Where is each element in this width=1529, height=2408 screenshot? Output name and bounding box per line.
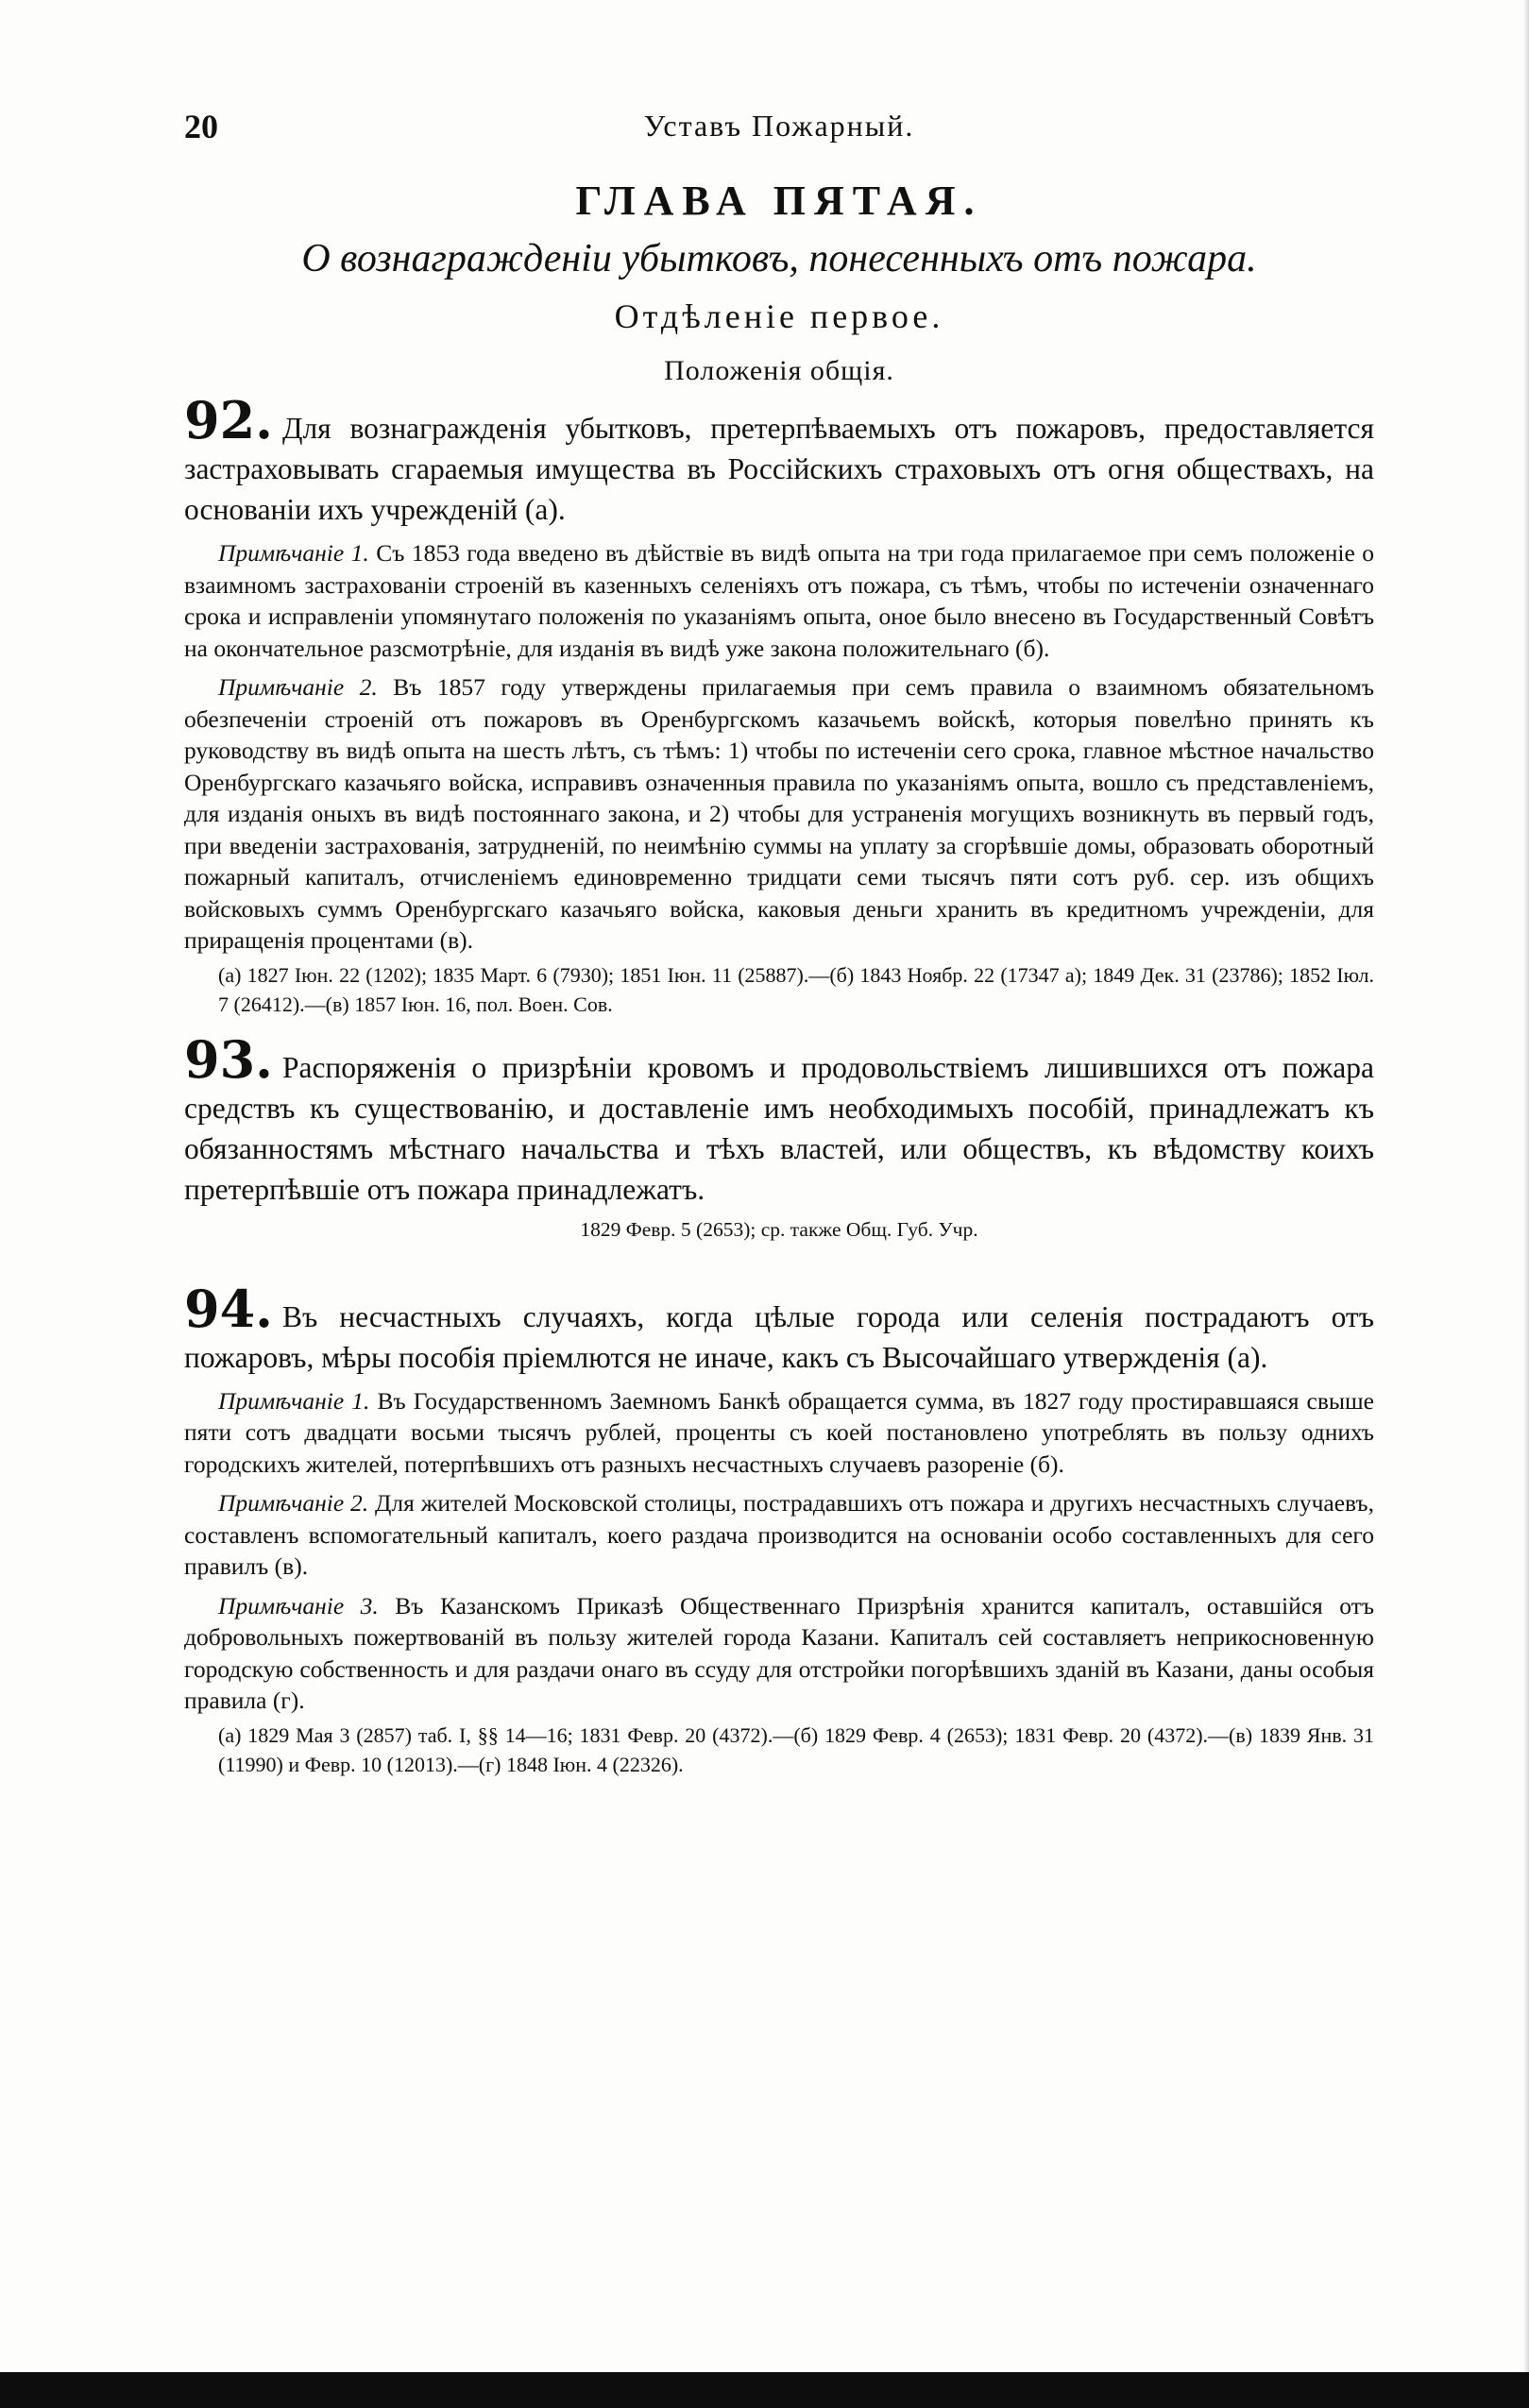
article-94-note-3: [184, 1590, 1374, 1717]
scan-bottom-border: [0, 2372, 1529, 2408]
article-number: 92.: [184, 390, 273, 450]
running-title: Уставъ Пожарный.: [643, 109, 915, 143]
article-92: [184, 390, 1374, 530]
note-label: Примѣчаніе 2.: [218, 1489, 369, 1517]
note-label: Примѣчаніе 1.: [218, 1386, 370, 1415]
note-label: Примѣчаніе 2.: [218, 673, 378, 701]
page-edge-shadow: [1523, 0, 1529, 2408]
note-label: Примѣчаніе 1.: [218, 539, 369, 567]
note-text: Съ 1853 года введено въ дѣйствіе въ видѣ опыта на три года прилагаемое при семъ положеніе о взаимномъ застрахованіи строеній въ казенныхъ селеніяхъ отъ пожара, съ тѣмъ, чтобы по истеченіи означеннаго срока и исправленіи упомянутаго положенія по указаніямъ опыта, оное было внесено въ Государственный Совѣтъ на окончательное разсмотрѣніе, для изданія въ видѣ уже закона положительнаго (б).: [184, 539, 1374, 662]
note-label: Примѣчаніе 3.: [218, 1591, 379, 1619]
article-94-note-2: [184, 1487, 1374, 1583]
article-92-references: (а) 1827 Іюн. 22 (1202); 1835 Март. 6 (7930); 1851 Іюн. 11 (25887).—(б) 1843 Ноябр. 22 (17347 а); 1849 Дек. 31 (23786); 1852 Іюл. 7 (26412).—(в) 1857 Іюн. 16, пол. Воен. Сов.: [218, 962, 1374, 1016]
article-text: Въ несчастныхъ случаяхъ, когда цѣлые города или селенія пострадаютъ отъ пожаровъ, мѣры пособія пріемлются не иначе, какъ съ Высочайшаго утвержденія (а).: [184, 1299, 1374, 1374]
note-text: Для жителей Московской столицы, пострадавшихъ отъ пожара и другихъ несчастныхъ случаевъ, составленъ вспомогательный капиталъ, коего раздача производится на основаніи особо составленныхъ для сего правилъ (в).: [184, 1489, 1374, 1580]
subsection-title: Положенія общія.: [664, 355, 894, 386]
note-text: Въ Государственномъ Заемномъ Банкѣ обращается сумма, въ 1827 году простиравшаяся свыше пяти сотъ двадцати восьми тысячъ рублей, проценты съ коей постановлено употреблять въ пользу однихъ городскихъ жителей, потерпѣвшихъ отъ разныхъ несчастныхъ случаевъ разореніе (б).: [184, 1386, 1374, 1478]
article-92-note-1: [184, 537, 1374, 664]
article-93-references: 1829 Февр. 5 (2653); ср. также Общ. Губ. Учр.: [580, 1217, 978, 1241]
page-content: [184, 99, 1374, 1779]
section-title: Отдѣленіе первое.: [614, 297, 944, 335]
chapter-subtitle: О вознагражденіи убытковъ, понесенныхъ отъ пожара.: [301, 237, 1257, 280]
article-92-note-2: [184, 671, 1374, 957]
article-94-note-1: [184, 1385, 1374, 1481]
article-94: [184, 1278, 1374, 1378]
note-text: Въ Казанскомъ Приказѣ Общественнаго Призрѣнія хранится капиталъ, оставшійся отъ добровольныхъ пожертвованій въ пользу жителей города Казани. Капиталъ сей составляетъ неприкосновенную городскую собственность и для раздачи онаго въ ссуду для отстройки погорѣвшихъ зданій въ Казани, даны особыя правила (г).: [184, 1591, 1374, 1714]
article-text: Распоряженія о призрѣніи кровомъ и продовольствіемъ лишившихся отъ пожара средствъ къ существованію, и доставленіе имъ необходимыхъ пособій, принадлежатъ къ обязанностямъ мѣстнаго начальства и тѣхъ властей, или обществъ, къ вѣдомству коихъ претерпѣвшіе отъ пожара принадлежатъ.: [184, 1050, 1374, 1206]
page-header: [184, 99, 1374, 156]
article-93: [184, 1028, 1374, 1210]
article-94-references: (а) 1829 Мая 3 (2857) таб. I, §§ 14—16; 1831 Февр. 20 (4372).—(б) 1829 Февр. 4 (2653); 1831 Февр. 20 (4372).—(в) 1839 Янв. 31 (11990) и Февр. 10 (12013).—(г) 1848 Іюн. 4 (22326).: [218, 1722, 1374, 1776]
article-text: Для вознагражденія убытковъ, претерпѣваемыхъ отъ пожаровъ, предоставляется застраховывать сгараемыя имущества въ Россійскихъ страховыхъ отъ огня обществахъ, на основаніи ихъ учрежденій (а).: [184, 412, 1374, 526]
note-text: Въ 1857 году утверждены прилагаемыя при семъ правила о взаимномъ обязательномъ обезпеченіи строеній отъ пожаровъ въ Оренбургскомъ казачьемъ войскѣ, которыя повелѣно принять къ руководству въ видѣ опыта на шесть лѣтъ, съ тѣмъ: 1) чтобы по истеченіи сего срока, главное мѣстное начальство Оренбургскаго казачьяго войска, исправивъ означенныя правила по указаніямъ опыта, вошло съ представленіемъ, для изданія оныхъ въ видѣ постояннаго закона, и 2) чтобы для устраненія могущихъ возникнуть въ первый годъ, при введеніи застрахованія, затрудненій, по неимѣнію суммы на уплату за сгорѣвшіе домы, образовать оборотный пожарный капиталъ, отчисленіемъ единовременно тридцати семи тысячъ пяти сотъ руб. сер. изъ общихъ войсковыхъ суммъ Оренбургскаго казачьяго войска, каковыя деньги хранить въ кредитномъ учрежденіи, для приращенія процентами (в).: [184, 673, 1374, 954]
page-number: 20: [184, 108, 218, 145]
chapter-title: ГЛАВА ПЯТАЯ.: [575, 178, 983, 224]
article-number: 93.: [184, 1028, 273, 1090]
article-number: 94.: [184, 1278, 273, 1339]
